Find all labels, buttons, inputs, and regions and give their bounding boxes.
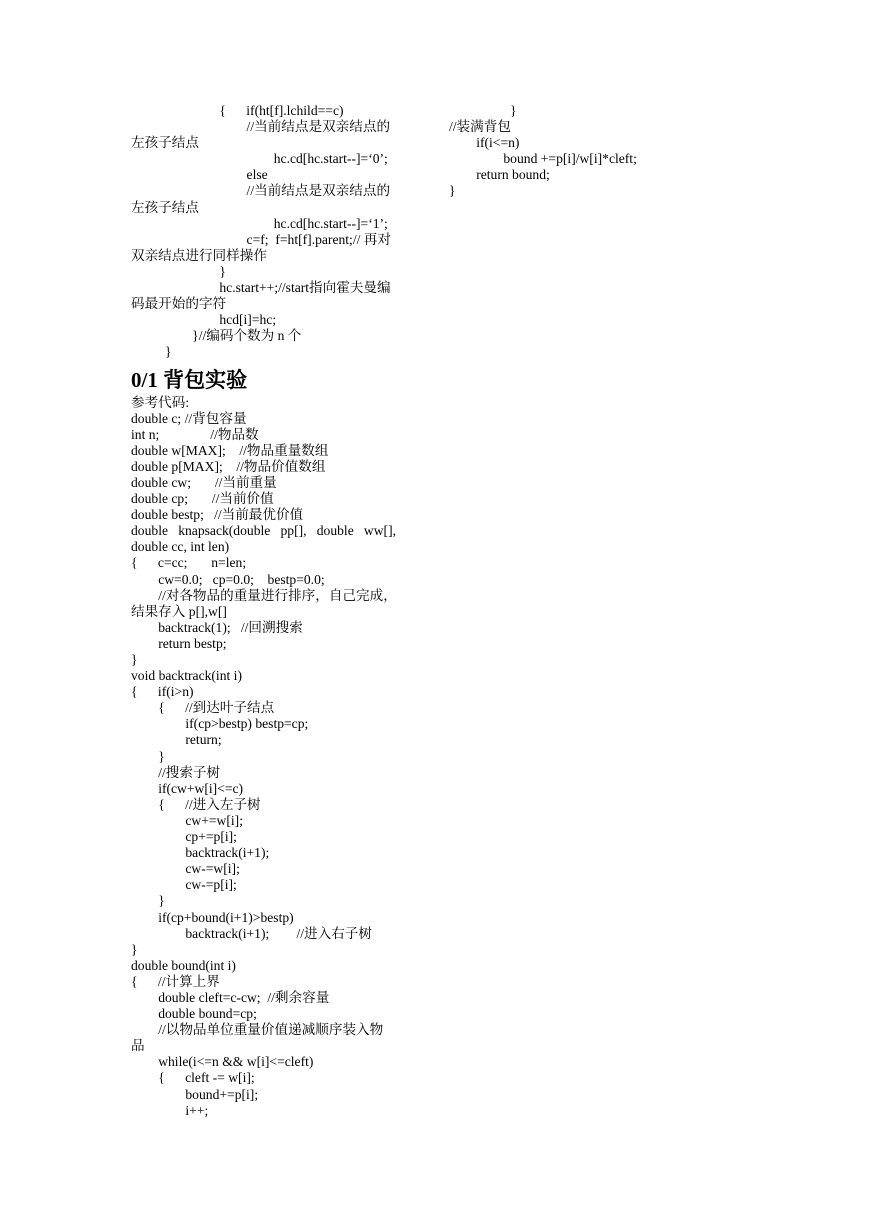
code-line: 参考代码: xyxy=(131,394,190,410)
code-line: //对各物品的重量进行排序，自己完成， xyxy=(131,587,397,603)
code-line: { c=cc; n=len; xyxy=(131,555,247,571)
code-line: } xyxy=(131,652,138,667)
code-line: 品 xyxy=(131,1038,145,1054)
code-line: double cp; //当前价值 xyxy=(131,491,274,507)
code-line: double bound(int i) xyxy=(131,957,236,973)
code-line: hc.start++;//start指向霍夫曼编 xyxy=(131,280,391,296)
code-line: } xyxy=(449,103,517,118)
code-line: cp+=p[i]; xyxy=(131,829,237,845)
code-line: cw-=p[i]; xyxy=(131,877,237,893)
code-line: //搜索子树 xyxy=(131,764,221,780)
code-line: if(cp>bestp) bestp=cp; xyxy=(131,716,309,732)
code-line: cw-=w[i]; xyxy=(131,861,240,877)
code-line: if(cw+w[i]<=c) xyxy=(131,780,244,796)
code-line: return bestp; xyxy=(131,635,227,651)
code-line: { if(i>n) xyxy=(131,684,194,700)
code-line: bound +=p[i]/w[i]*cleft; xyxy=(449,151,637,167)
code-line: double cw; //当前重量 xyxy=(131,474,277,490)
code-line: { //计算上界 xyxy=(131,973,220,989)
code-line: 结果存入 p[],w[] xyxy=(131,603,227,619)
code-line: double c; //背包容量 xyxy=(131,410,247,426)
code-line: } xyxy=(449,183,456,199)
code-line: void backtrack(int i) xyxy=(131,668,242,684)
code-line: 左孩子结点 xyxy=(131,135,199,151)
code-line: bound+=p[i]; xyxy=(131,1086,259,1102)
code-line: { if(ht[f].lchild==c) xyxy=(131,103,344,118)
code-line: while(i<=n && w[i]<=cleft) xyxy=(131,1054,314,1070)
code-line: if(cp+bound(i+1)>bestp) xyxy=(131,909,294,925)
code-line: double knapsack(double pp[], double ww[], xyxy=(131,523,397,539)
code-line: hc.cd[hc.start--]=‘1’; xyxy=(131,215,388,231)
code-line: i++; xyxy=(131,1102,209,1118)
code-line: return bound; xyxy=(449,167,550,183)
code-line: } xyxy=(131,748,165,764)
code-line: backtrack(i+1); xyxy=(131,845,270,861)
code-line: double bound=cp; xyxy=(131,1006,257,1022)
code-line: }//编码个数为 n 个 xyxy=(131,328,302,344)
code-line: double p[MAX]; //物品价值数组 xyxy=(131,458,326,474)
code-line: cw=0.0; cp=0.0; bestp=0.0; xyxy=(131,571,325,587)
code-line: } xyxy=(131,344,172,360)
code-line: else xyxy=(131,167,268,183)
code-line: cw+=w[i]; xyxy=(131,812,243,828)
code-line: { //进入左子树 xyxy=(131,796,261,812)
right-column xyxy=(449,103,709,200)
code-line: double w[MAX]; //物品重量数组 xyxy=(131,442,329,458)
section-title: 0/1 背包实验 xyxy=(131,367,248,392)
code-line: //当前结点是双亲结点的 xyxy=(131,183,391,199)
left-column xyxy=(131,103,421,1119)
code-line: 左孩子结点 xyxy=(131,199,199,215)
code-line: if(i<=n) xyxy=(449,135,520,151)
code-line: int n; //物品数 xyxy=(131,426,259,442)
code-block-knapsack xyxy=(131,395,421,1119)
code-line: c=f; f=ht[f].parent;// 再对 xyxy=(131,231,391,247)
code-line: { cleft -= w[i]; xyxy=(131,1070,255,1086)
code-line: } xyxy=(131,941,138,957)
code-line: double bestp; //当前最优价值 xyxy=(131,507,304,523)
code-line: //装满背包 xyxy=(449,119,511,135)
code-line: } xyxy=(131,893,165,909)
code-line: } xyxy=(131,263,226,279)
code-line: 码最开始的字符 xyxy=(131,296,227,312)
code-line: double cc, int len) xyxy=(131,539,230,555)
code-line: 双亲结点进行同样操作 xyxy=(131,247,267,263)
code-line: //以物品单位重量价值递减顺序装入物 xyxy=(131,1022,384,1038)
code-line: backtrack(1); //回溯搜索 xyxy=(131,619,303,635)
code-line: //当前结点是双亲结点的 xyxy=(131,119,391,135)
code-line: double cleft=c-cw; //剩余容量 xyxy=(131,989,330,1005)
code-line: { //到达叶子结点 xyxy=(131,700,275,716)
code-line: hc.cd[hc.start--]=‘0’; xyxy=(131,151,388,167)
code-line: hcd[i]=hc; xyxy=(131,312,277,328)
code-line: backtrack(i+1); //进入右子树 xyxy=(131,925,372,941)
code-block-huffman xyxy=(131,103,421,361)
code-line: return; xyxy=(131,732,222,748)
